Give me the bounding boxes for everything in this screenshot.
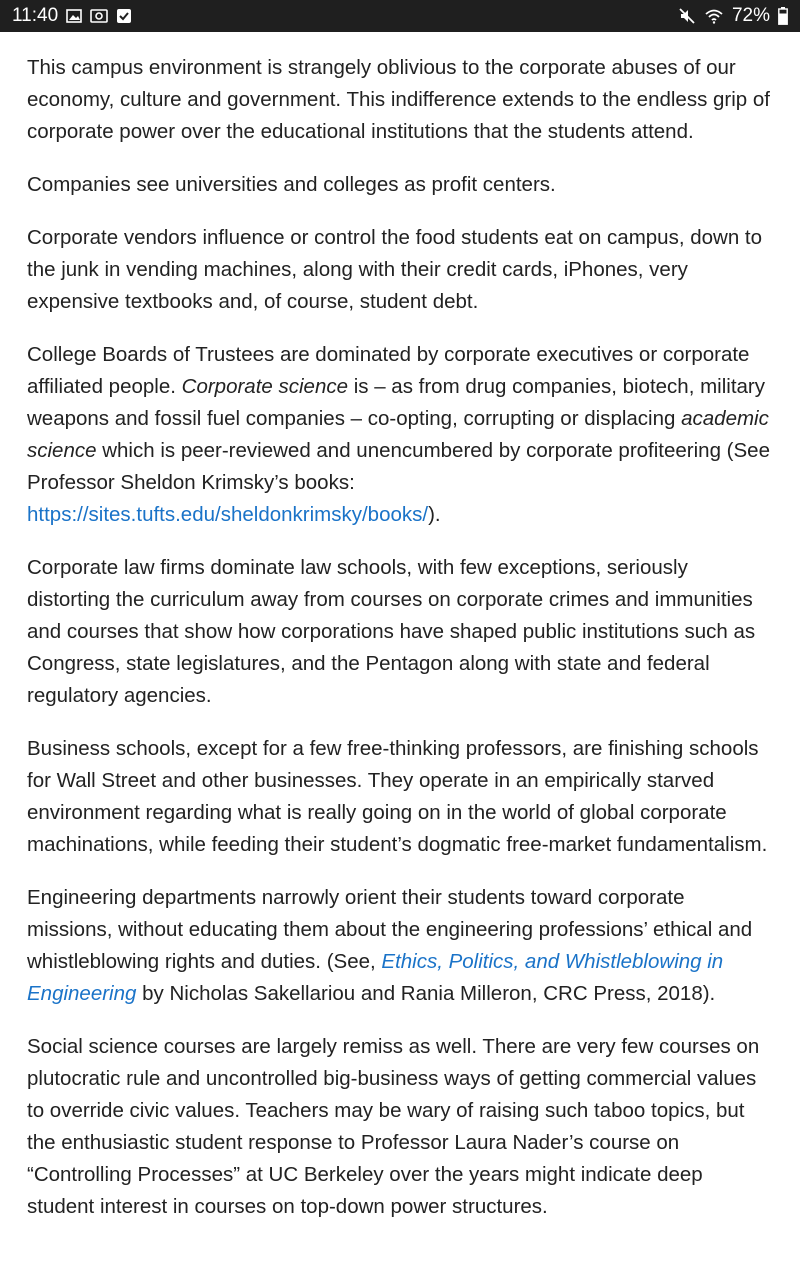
image-icon bbox=[66, 7, 82, 25]
status-time: 11:40 bbox=[12, 5, 59, 26]
status-right bbox=[678, 5, 788, 27]
ethics-book-title: Ethics, Politics, and Whistleblowing in Engineering bbox=[27, 950, 724, 1005]
paragraph-4-text-2: is – as from drug companies, biotech, military weapons and fossil fuel companies – co-opting, corrupting or displacing bbox=[27, 375, 766, 430]
paragraph-4-text-1: College Boards of Trustees are dominated by corporate executives or corporate affiliated people. bbox=[27, 343, 750, 398]
paragraph-7-text-1: Engineering departments narrowly orient their students toward corporate missions, without educating them about the engineering professions’ ethical and whistleblowing rights and duties. (See, bbox=[27, 886, 753, 973]
status-left bbox=[12, 5, 132, 27]
battery-icon bbox=[778, 7, 788, 25]
paragraph-1: This campus environment is strangely oblivious to the corporate abuses of our economy, culture and government. This indifference extends to the endless grip of corporate power over the educational institutions that the students attend. bbox=[27, 56, 770, 143]
paragraph-4-text-4: ). bbox=[428, 503, 441, 526]
academic-science-emphasis: academic science bbox=[27, 407, 769, 462]
paragraph-8: Social science courses are largely remiss as well. There are very few courses on plutocratic rule and uncontrolled big-business ways of getting commercial values to override civic values. Teachers may be wary of raising such taboo topics, but the enthusiastic student response to Professor Laura Nader’s course on “Controlling Processes” at UC Berkeley over the years might indicate deep student interest in courses on top-down power structures. bbox=[27, 1035, 760, 1218]
mute-icon bbox=[678, 7, 696, 25]
paragraph-2: Companies see universities and colleges as profit centers. bbox=[27, 173, 556, 196]
paragraph-4 bbox=[27, 339, 770, 531]
krimsky-books-link[interactable]: https://sites.tufts.edu/sheldonkrimsky/books/ bbox=[27, 503, 429, 526]
paragraph-7-text-2: by Nicholas Sakellariou and Rania Milleron, CRC Press, 2018). bbox=[136, 982, 716, 1005]
status-bar bbox=[0, 0, 800, 32]
paragraph-5: Corporate law firms dominate law schools, with few exceptions, seriously distorting the curriculum away from courses on corporate crimes and immunities and courses that show how corporations have shaped public institutions such as Congress, state legislatures, and the Pentagon along with state and federal regulatory agencies. bbox=[27, 556, 756, 707]
paragraph-4-text-3: which is peer-reviewed and unencumbered by corporate profiteering (See Professor Sheldon Krimsky’s books: bbox=[27, 439, 770, 494]
screenshot-icon bbox=[90, 7, 108, 25]
corporate-science-emphasis: Corporate science bbox=[181, 375, 349, 398]
battery-percent: 72% bbox=[731, 5, 770, 26]
article-body bbox=[0, 32, 800, 1280]
paragraph-6: Business schools, except for a few free-thinking professors, are finishing schools for Wall Street and other businesses. They operate in an empirically starved environment regarding what is really going on in the world of global corporate machinations, while feeding their student’s dogmatic free-market fundamentalism. bbox=[27, 737, 768, 856]
paragraph-3: Corporate vendors influence or control the food students eat on campus, down to the junk in vending machines, along with their credit cards, iPhones, very expensive textbooks and, of course, student debt. bbox=[27, 226, 763, 313]
wifi-icon bbox=[704, 7, 724, 25]
check-icon bbox=[116, 7, 132, 25]
paragraph-7 bbox=[27, 882, 770, 1010]
